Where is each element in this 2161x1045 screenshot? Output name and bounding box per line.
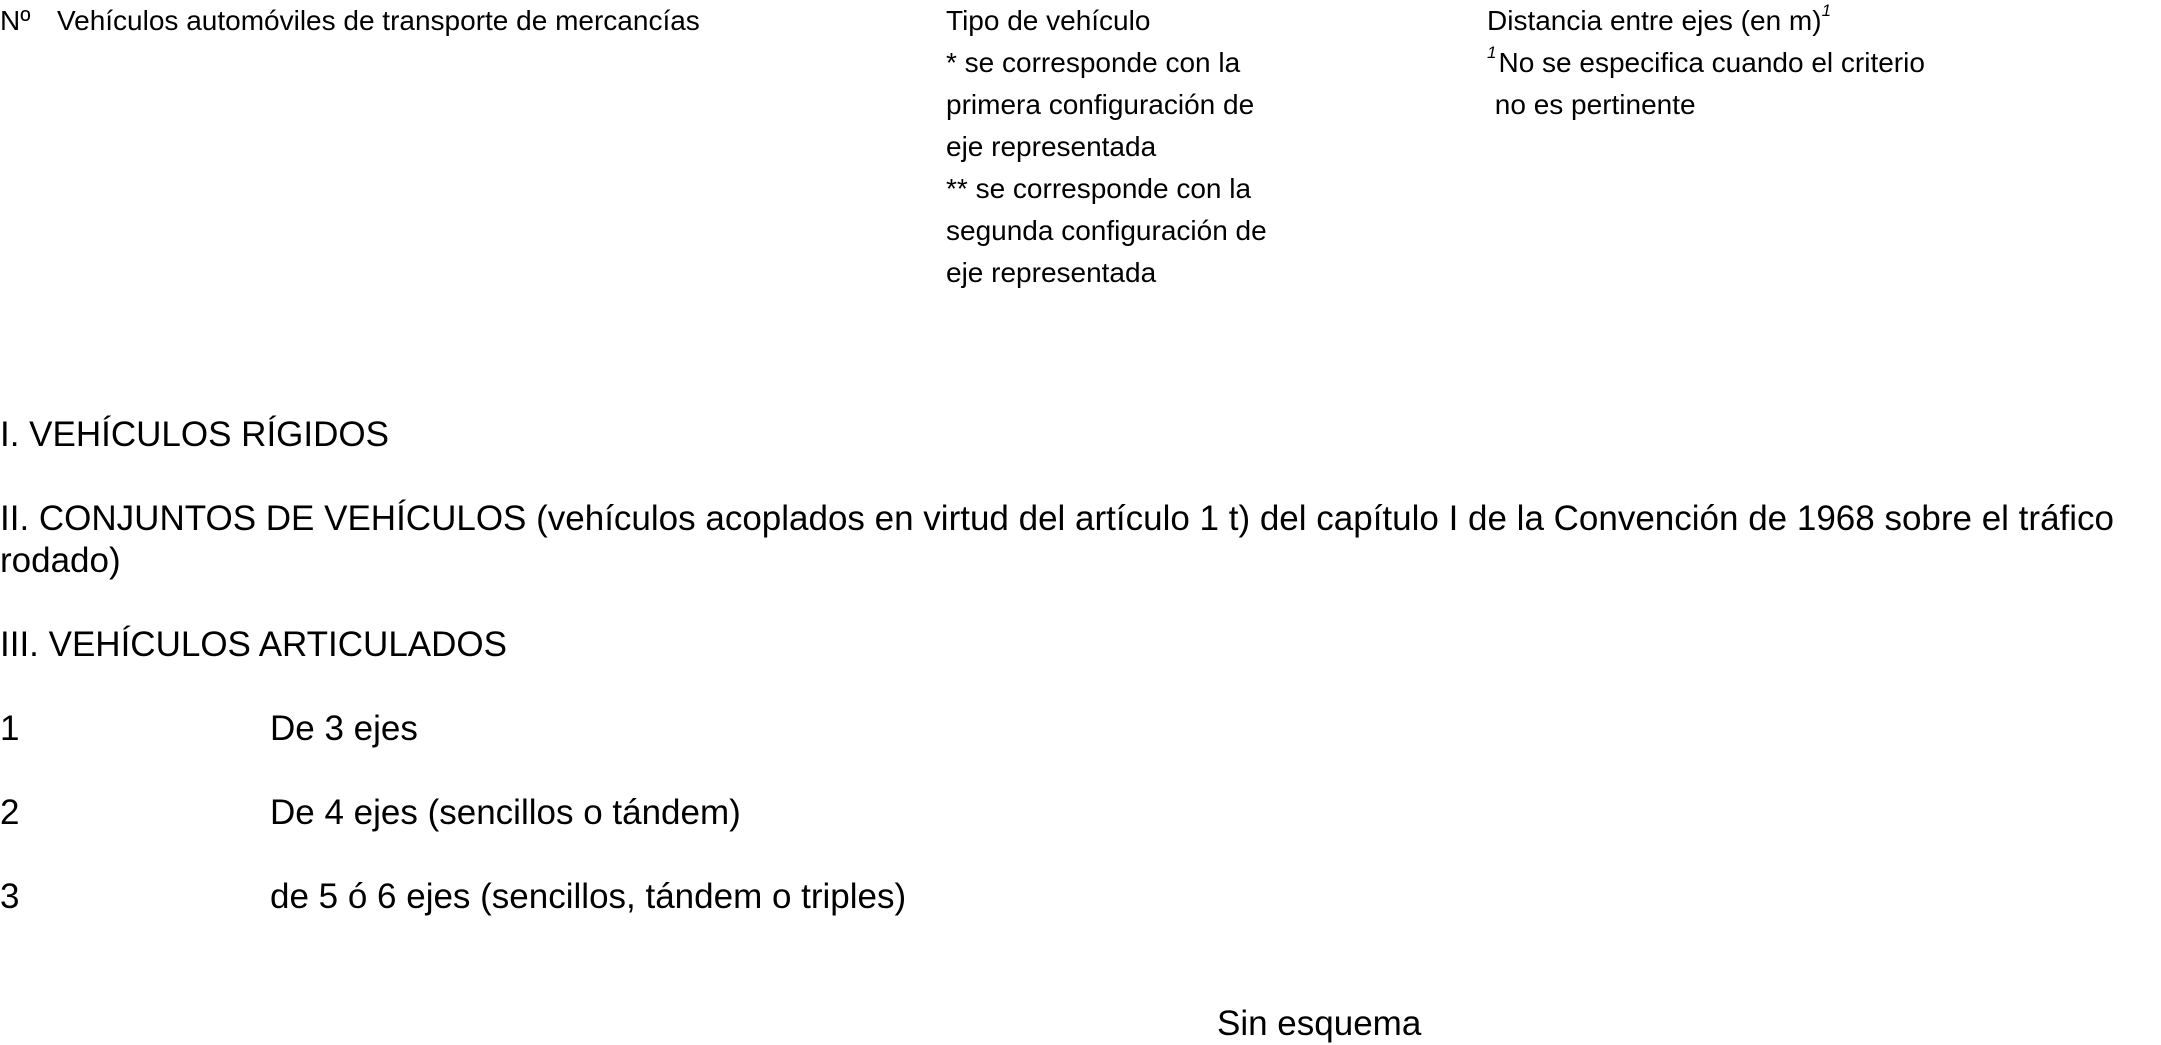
row-description: De 3 ejes (270, 709, 418, 748)
vehicle-type-note-line: eje representada (946, 131, 1157, 162)
footnote-marker: 1 (1821, 1, 1832, 20)
row-number: 2 (0, 793, 20, 832)
vehicle-type-note-line: primera configuración de (946, 89, 1255, 120)
vehicle-type-note-line: ** se corresponde con la (946, 173, 1252, 204)
axle-distance-title-line (1487, 0, 1925, 42)
vehicle-type-note-line: segunda configuración de (946, 215, 1267, 246)
row-description: de 5 ó 6 ejes (sencillos, tándem o triples) (270, 877, 907, 916)
vehicle-type-note-line: eje representada (946, 257, 1157, 288)
row-number: 3 (0, 877, 20, 916)
footnote-line (1487, 42, 1925, 84)
row-number: 1 (0, 709, 20, 748)
vehicle-type-title: Tipo de vehículo (946, 5, 1151, 36)
row-description: De 4 ejes (sencillos o tándem) (270, 793, 741, 832)
section-heading-rigid: I. VEHÍCULOS RÍGIDOS (0, 415, 389, 454)
section-heading-articulated: III. VEHÍCULOS ARTICULADOS (0, 625, 507, 664)
footnote-text-continued: no es pertinente (1487, 89, 1696, 120)
axle-distance-title: Distancia entre ejes (en m) (1487, 5, 1822, 36)
column-header-axle-distance (1487, 0, 1925, 126)
column-header-vehicles: Vehículos automóviles de transporte de mercancías (57, 5, 700, 36)
no-scheme-label: Sin esquema (1217, 1004, 1422, 1043)
vehicle-type-note-line: * se corresponde con la (946, 47, 1241, 78)
footnote-text: No se especifica cuando el criterio (1498, 47, 1925, 78)
column-header-vehicle-type (946, 0, 1267, 294)
section-heading-combinations: II. CONJUNTOS DE VEHÍCULOS (vehículos acoplados en virtud del artículo 1 t) del capítulo I de la Convención de 1968 sobre el tráfico rodado) (0, 499, 2114, 580)
column-header-number: Nº (0, 5, 31, 36)
footnote-marker: 1 (1487, 43, 1497, 62)
